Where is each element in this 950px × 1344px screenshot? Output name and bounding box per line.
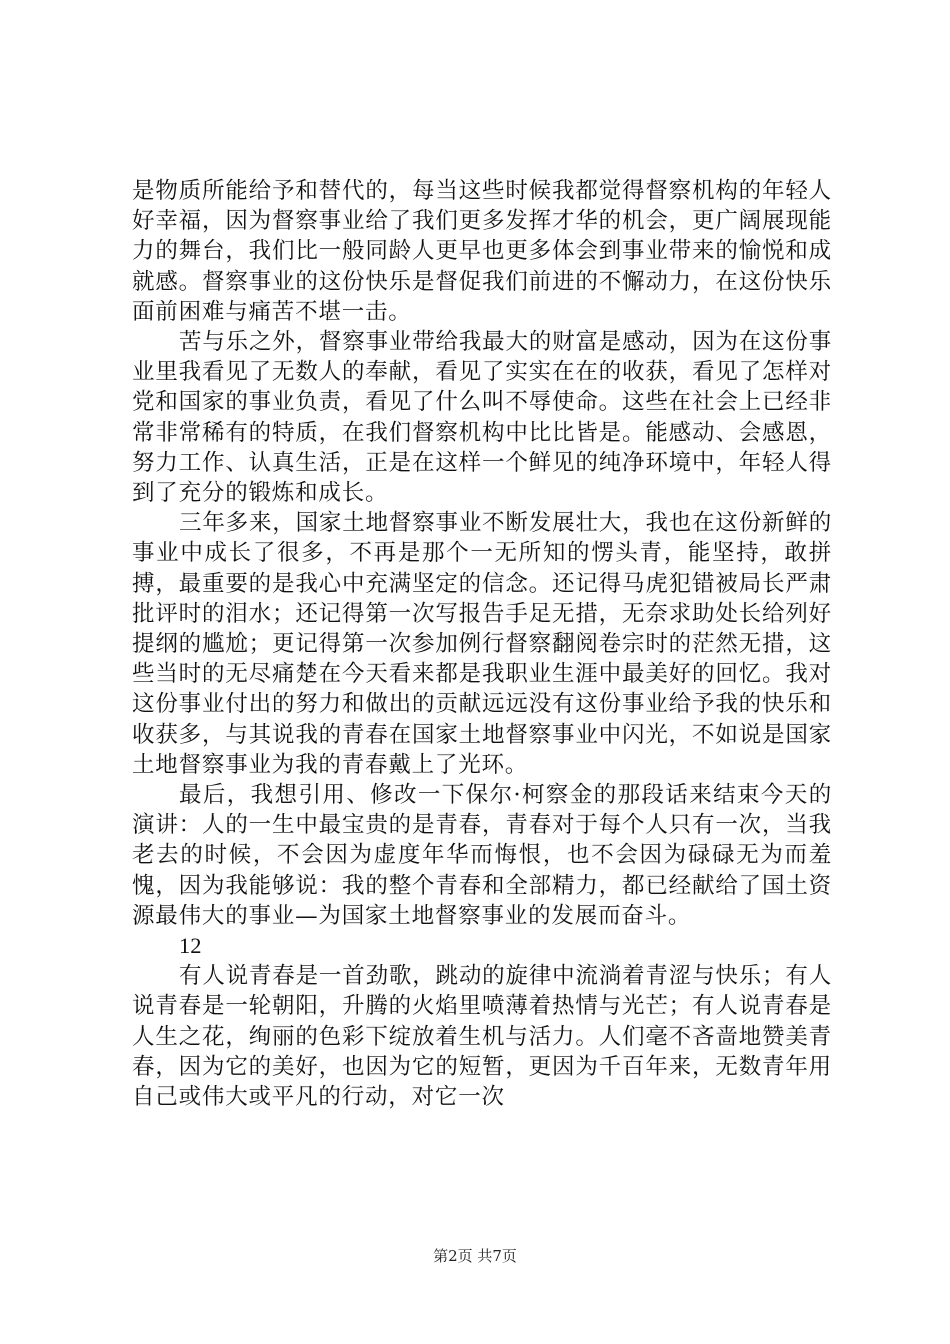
- paragraph-5: 有人说青春是一首劲歌，跳动的旋律中流淌着青涩与快乐；有人说青春是一轮朝阳，升腾的火焰里喷薄着热情与光芒；有人说青春是人生之花，绚丽的色彩下绽放着生机与活力。人们毫不吝啬地赞美青春，因为它的美好，也因为它的短暂，更因为千百年来，无数青年用自己或伟大或平凡的行动，对它一次: [132, 963, 832, 1111]
- paragraph-1: 是物质所能给予和替代的，每当这些时候我都觉得督察机构的年轻人好幸福，因为督察事业给了我们更多发挥才华的机会，更广阔展现能力的舞台，我们比一般同龄人更早也更多体会到事业带来的愉悦和成就感。督察事业的这份快乐是督促我们前进的不懈动力，在这份快乐面前困难与痛苦不堪一击。: [132, 178, 832, 325]
- page-footer: 第2页 共7页: [433, 1247, 517, 1265]
- paragraph-3: 三年多来，国家土地督察事业不断发展壮大，我也在这份新鲜的事业中成长了很多，不再是那个一无所知的愣头青，能坚持，敢拼搏，最重要的是我心中充满坚定的信念。还记得马虎犯错被局长严肃批评时的泪水；还记得第一次写报告手足无措，无奈求助处长给列好提纲的尴尬；更记得第一次参加例行督察翻阅卷宗时的茫然无措，这些当时的无尽痛楚在今天看来都是我职业生涯中最美好的回忆。我对这份事业付出的努力和做出的贡献远远没有这份事业给予我的快乐和收获多，与其说我的青春在国家土地督察事业中闪光，不如说是国家土地督察事业为我的青春戴上了光环。: [132, 510, 832, 778]
- document-body: [132, 176, 832, 1112]
- paragraph-2: 苦与乐之外，督察事业带给我最大的财富是感动，因为在这份事业里我看见了无数人的奉献，看见了实实在在的收获，看见了怎样对党和国家的事业负责，看见了什么叫不辱使命。这些在社会上已经非常非常稀有的特质，在我们督察机构中比比皆是。能感动、会感恩，努力工作、认真生活，正是在这样一个鲜见的纯净环境中，年轻人得到了充分的锻炼和成长。: [132, 329, 832, 507]
- section-number: 12: [179, 933, 202, 959]
- paragraph-4: 最后，我想引用、修改一下保尔·柯察金的那段话来结束今天的演讲：人的一生中最宝贵的是青春，青春对于每个人只有一次，当我老去的时候，不会因为虚度年华而悔恨，也不会因为碌碌无为而羞愧，因为我能够说：我的整个青春和全部精力，都已经献给了国土资源最伟大的事业—为国家土地督察事业的发展而奋斗。: [132, 782, 832, 929]
